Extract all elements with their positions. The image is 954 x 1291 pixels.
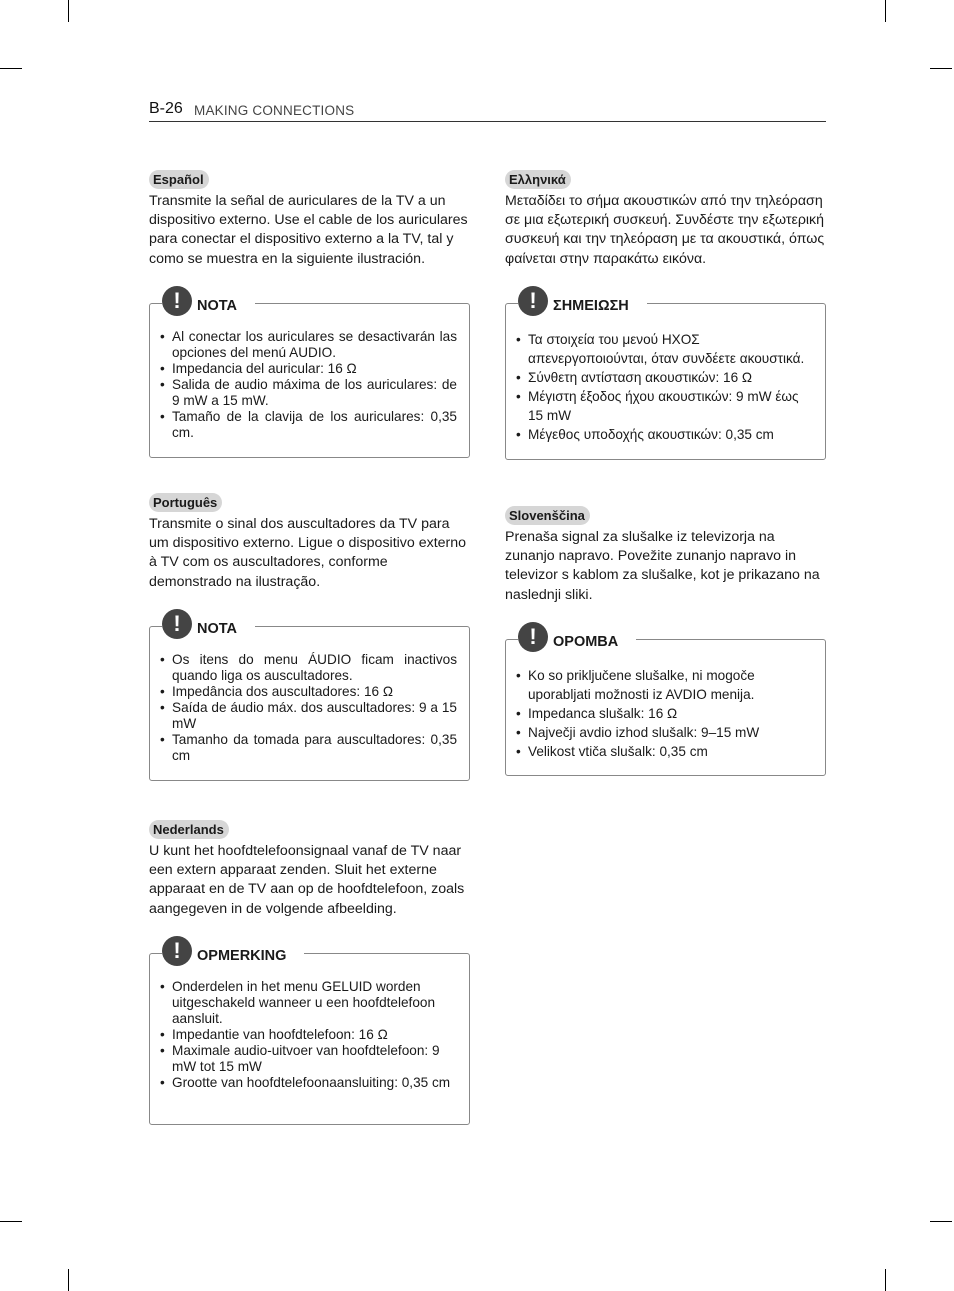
note-box-pt bbox=[149, 611, 470, 781]
note-header bbox=[518, 282, 647, 316]
intro-text: Μεταδίδει το σήμα ακουστικών από την τηλεόραση σε μια εξωτερική συσκευή. Συνδέστε την εξωτερική συσκευή και την τηλεόραση με τα ακουστικά, όπως φαίνεται στην παρακάτω εικόνα. bbox=[505, 193, 825, 267]
note-item: • Μέγιστη έξοδος ήχου ακουστικών: 9 mW έως 15 mW bbox=[516, 387, 813, 425]
note-item: • Impedantie van hoofdtelefoon: 16 Ω bbox=[160, 1027, 453, 1043]
crop-mark bbox=[885, 1269, 886, 1291]
note-item: • Ko so priključene slušalke, ni mogoče uporabljati možnosti iz AVDIO menija. bbox=[516, 666, 813, 704]
intro-text: Transmite o sinal dos auscultadores da TV para um dispositivo externo. Ligue o dispositivo externo à TV com os auscultadores, conforme demonstrado na ilustração. bbox=[149, 516, 467, 590]
note-item: • Impedanca slušalk: 16 Ω bbox=[516, 704, 813, 723]
note-header bbox=[162, 605, 255, 639]
language-section-pt bbox=[149, 493, 469, 592]
note-title: ΣΗΜΕΙΩΣΗ bbox=[553, 298, 629, 314]
exclamation-icon: ! bbox=[518, 286, 548, 316]
note-header bbox=[162, 282, 255, 316]
note-box-el bbox=[505, 288, 826, 460]
note-item: • Τα στοιχεία του μενού ΗΧΟΣ απενεργοποιούνται, όταν συνδέετε ακουστικά. bbox=[516, 330, 813, 368]
note-list bbox=[516, 330, 813, 444]
section-title: MAKING CONNECTIONS bbox=[194, 103, 355, 118]
exclamation-icon: ! bbox=[162, 936, 192, 966]
note-box-sl bbox=[505, 624, 826, 776]
note-list bbox=[160, 652, 457, 764]
note-item: • Impedancia del auricular: 16 Ω bbox=[160, 361, 457, 377]
crop-mark bbox=[930, 68, 952, 69]
note-item: • Največji avdio izhod slušalk: 9–15 mW bbox=[516, 723, 813, 742]
note-item: • Velikost vtiča slušalk: 0,35 cm bbox=[516, 742, 813, 761]
exclamation-icon: ! bbox=[162, 609, 192, 639]
page-number: B-26 bbox=[149, 100, 183, 117]
crop-mark bbox=[885, 0, 886, 22]
note-item: • Σύνθετη αντίσταση ακουστικών: 16 Ω bbox=[516, 368, 813, 387]
note-item: • Grootte van hoofdtelefoonaansluiting: 0,35 cm bbox=[160, 1075, 453, 1091]
note-title: NOTA bbox=[197, 298, 238, 314]
note-item: • Tamaño de la clavija de los auriculares: 0,35 cm. bbox=[160, 409, 457, 441]
language-section-nl bbox=[149, 820, 469, 919]
exclamation-icon: ! bbox=[162, 286, 192, 316]
note-item: • Onderdelen in het menu GELUID worden uitgeschakeld wanneer u een hoofdtelefoon aansluit. bbox=[160, 979, 453, 1027]
intro-text: Transmite la señal de auriculares de la TV a un dispositivo externo. Use el cable de los auriculares para conectar el dispositivo externo a la TV, tal y como se muestra en la siguiente ilustración. bbox=[149, 193, 468, 267]
note-item: • Μέγεθος υποδοχής ακουστικών: 0,35 cm bbox=[516, 425, 813, 444]
language-section-sl bbox=[505, 506, 825, 605]
language-label: Español bbox=[149, 170, 209, 189]
language-label: Português bbox=[149, 493, 222, 512]
note-item: • Os itens do menu ÁUDIO ficam inactivos quando liga os auscultadores. bbox=[160, 652, 457, 684]
crop-mark bbox=[68, 1269, 69, 1291]
note-list bbox=[160, 329, 457, 441]
note-title: OPMERKING bbox=[197, 948, 287, 964]
crop-mark bbox=[930, 1221, 952, 1222]
language-label: Nederlands bbox=[149, 820, 229, 839]
intro-text: Prenaša signal za slušalke iz televizorja na zunanjo napravo. Povežite zunanjo napravo in televizor s kablom za slušalke, kot je prikazano na naslednji sliki. bbox=[505, 529, 820, 603]
note-item: • Saída de áudio máx. dos auscultadores: 9 a 15 mW bbox=[160, 700, 457, 732]
language-section-es bbox=[149, 170, 469, 269]
note-header bbox=[162, 932, 304, 966]
exclamation-icon: ! bbox=[518, 622, 548, 652]
note-title: OPOMBA bbox=[553, 634, 619, 650]
note-header bbox=[518, 618, 636, 652]
language-label: Ελληνικά bbox=[505, 170, 571, 189]
note-list bbox=[160, 979, 453, 1091]
intro-text: U kunt het hoofdtelefoonsignaal vanaf de TV naar een extern apparaat zenden. Sluit het externe apparaat en de TV aan op de hoofdtelefoon, zoals aangegeven in de volgende afbeelding. bbox=[149, 843, 465, 917]
crop-mark bbox=[68, 0, 69, 22]
note-item: • Maximale audio-uitvoer van hoofdtelefoon: 9 mW tot 15 mW bbox=[160, 1043, 453, 1075]
note-item: • Al conectar los auriculares se desactivarán las opciones del menú AUDIO. bbox=[160, 329, 457, 361]
note-list bbox=[516, 666, 813, 761]
crop-mark bbox=[0, 1221, 22, 1222]
language-label: Slovenščina bbox=[505, 506, 590, 525]
note-item: • Tamanho da tomada para auscultadores: 0,35 cm bbox=[160, 732, 457, 764]
page-header bbox=[149, 100, 826, 122]
note-item: • Impedância dos auscultadores: 16 Ω bbox=[160, 684, 457, 700]
note-title: NOTA bbox=[197, 621, 238, 637]
language-section-el bbox=[505, 170, 825, 269]
note-box-es bbox=[149, 288, 470, 458]
crop-mark bbox=[0, 68, 22, 69]
note-item: • Salida de audio máxima de los auriculares: de 9 mW a 15 mW. bbox=[160, 377, 457, 409]
note-box-nl bbox=[149, 938, 470, 1125]
